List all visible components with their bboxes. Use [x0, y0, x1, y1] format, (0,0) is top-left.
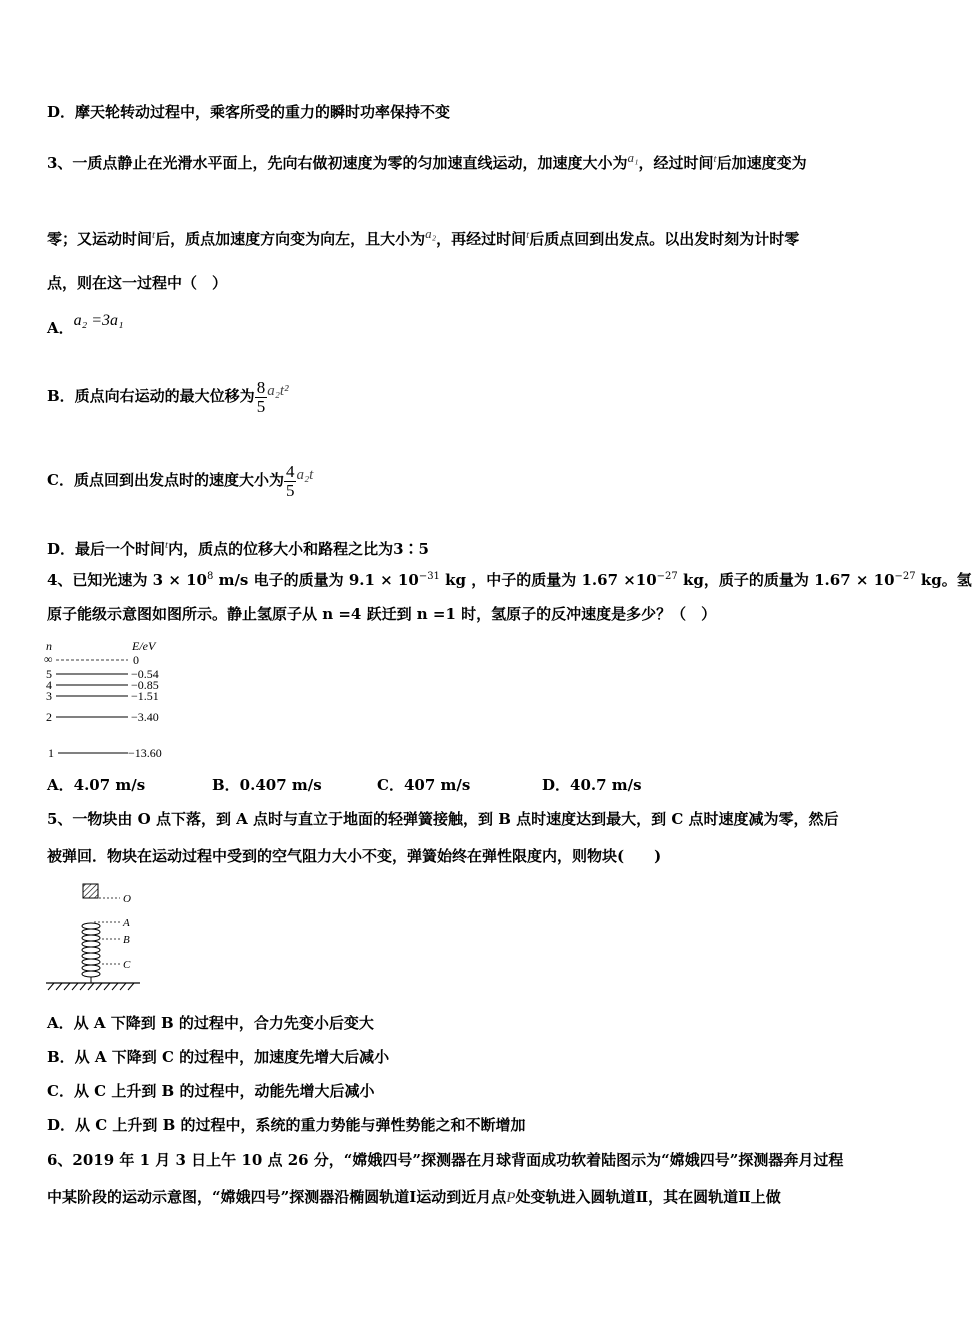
option-label: A．: [47, 319, 74, 337]
exponent: 8: [206, 571, 214, 582]
q3-option-d: [47, 535, 429, 559]
q5-option-d: D．从 C 上升到 B 的过程中，系统的重力势能与弹性势能之和不断增加: [47, 1116, 526, 1134]
exponent: −27: [656, 571, 678, 582]
level-n: 5: [46, 667, 52, 681]
option-label: C．质点回到出发点时的速度大小为: [47, 471, 284, 489]
level-n: 4: [46, 678, 52, 692]
q4-text: m/s 电子的质量为 9.1 × 10: [213, 571, 419, 589]
q6-stem-line2: [47, 1187, 781, 1208]
level-n: 3: [46, 689, 52, 703]
fraction: [284, 463, 297, 500]
ground-hatch: [48, 983, 134, 990]
q3-option-c: [47, 452, 313, 503]
point-label-a: A: [123, 917, 130, 929]
point-label-o: O: [123, 893, 131, 905]
option-label: B．质点向右运动的最大位移为: [47, 387, 255, 405]
q5-option-b: B．从 A 下降到 C 的过程中，加速度先增大后减小: [47, 1048, 390, 1066]
p-symbol: P: [506, 1190, 516, 1206]
n-axis-label: n: [46, 639, 52, 653]
point-label-c: C: [123, 959, 131, 971]
q3-stem-line2: [47, 224, 799, 249]
level-e: −13.60: [128, 746, 162, 760]
fraction-numerator: 8: [256, 377, 266, 397]
a1-symbol: a₁: [627, 150, 639, 165]
fraction-numerator: 4: [285, 461, 295, 481]
energy-axis-label: E/eV: [132, 639, 156, 653]
level-n: 2: [46, 710, 52, 724]
q3-option-a: [47, 312, 124, 339]
level-e: −0.54: [131, 667, 159, 681]
fraction-denominator: 5: [285, 480, 295, 500]
spring-icon: [82, 923, 100, 983]
block-icon: [83, 884, 98, 898]
q5-stem-line1: 5、一物块由 O 点下落，到 A 点时与直立于地面的轻弹簧接触，到 B 点时速度达到最大，到 C 点时速度减为零，然后: [47, 810, 839, 828]
t-symbol: t: [165, 539, 169, 551]
spring-diagram: [44, 880, 144, 995]
fraction-denominator: 5: [256, 396, 266, 416]
formula: a₂t²: [267, 383, 289, 399]
q3-stem-line3: 点，则在这一过程中（ ）: [47, 274, 228, 292]
level-n: 1: [48, 746, 54, 760]
q4-text: kg。氢: [915, 571, 972, 589]
q3-option-b: [47, 368, 289, 419]
exponent: −31: [418, 571, 440, 582]
q6-stem-line1: 6、2019 年 1 月 3 日上午 10 点 26 分，“嫦娥四号”探测器在月球背面成功软着陆图示为“嫦娥四号”探测器奔月过程: [47, 1151, 844, 1169]
formula: a₂ =3a₁: [73, 312, 124, 329]
option-text: 内，质点的位移大小和路程之比为3∶5: [168, 540, 429, 558]
exponent: −27: [894, 571, 916, 582]
level-e: −0.85: [131, 678, 159, 692]
level-e: 0: [133, 653, 139, 667]
q3-text: ，再经过时间: [436, 230, 527, 248]
point-label-b: B: [123, 934, 130, 946]
q6-text: 中某阶段的运动示意图，“嫦娥四号”探测器沿椭圆轨道Ⅰ运动到近月点: [47, 1188, 507, 1206]
level-e: −3.40: [131, 710, 159, 724]
q4-option-a: A．4.07 m/s: [47, 776, 146, 794]
option-label: D．最后一个时间: [47, 540, 166, 558]
q4-option-c: C．407 m/s: [377, 776, 471, 794]
q4-text: kg ，中子的质量为 1.67 ×10: [439, 571, 657, 589]
q3-text: ，经过时间: [638, 154, 714, 172]
formula: a₂t: [296, 467, 314, 483]
q4-stem-line2: 原子能级示意图如图所示。静止氢原子从 n =4 跃迁到 n =1 时，氢原子的反冲速度是多少？（ ）: [47, 605, 717, 623]
a2-symbol: a₂: [425, 226, 437, 241]
q4-option-b: B．0.407 m/s: [212, 776, 322, 794]
energy-level-diagram: [40, 636, 190, 766]
q5-stem-line2: 被弹回．物块在运动过程中受到的空气阻力大小不变，弹簧始终在弹性限度内，则物块( ): [47, 847, 662, 865]
q5-option-c: C．从 C 上升到 B 的过程中，动能先增大后减小: [47, 1082, 375, 1100]
t-symbol: t: [713, 153, 717, 165]
q4-stem-line1: [47, 567, 972, 590]
q2-option-d: D．摩天轮转动过程中，乘客所受的重力的瞬时功率保持不变: [47, 103, 451, 121]
t-symbol: t: [526, 229, 530, 241]
t-symbol: t: [152, 229, 156, 241]
q3-text: 后质点回到出发点。以出发时刻为计时零: [529, 230, 800, 248]
q3-text: 3、一质点静止在光滑水平面上，先向右做初速度为零的匀加速直线运动，加速度大小为: [47, 154, 628, 172]
q4-option-d: D．40.7 m/s: [542, 776, 642, 794]
q6-text: 处变轨进入圆轨道Ⅱ，其在圆轨道Ⅱ上做: [515, 1188, 781, 1206]
q4-text: 4、已知光速为 3 × 10: [47, 571, 207, 589]
fraction: [255, 379, 268, 416]
level-e: −1.51: [131, 689, 159, 703]
q5-option-a: A．从 A 下降到 B 的过程中，合力先变小后变大: [47, 1014, 374, 1032]
level-n: ∞: [44, 652, 53, 666]
q3-stem-line1: [47, 148, 807, 173]
q3-text: 后加速度变为: [716, 154, 807, 172]
q3-text: 后，质点加速度方向变为向左，且大小为: [155, 230, 426, 248]
q3-text: 零；又运动时间: [47, 230, 153, 248]
q4-text: kg，质子的质量为 1.67 × 10: [677, 571, 895, 589]
